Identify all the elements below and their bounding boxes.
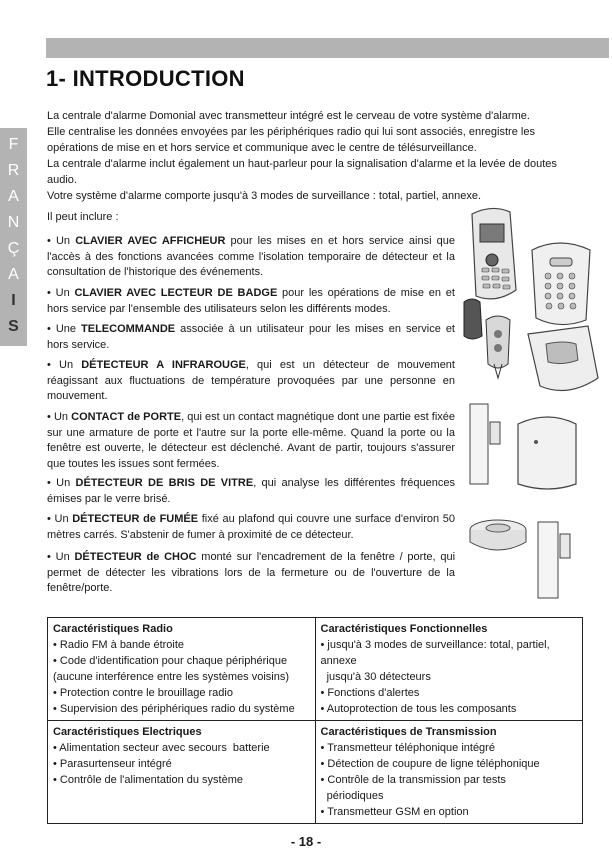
spec-heading: Caractéristiques de Transmission xyxy=(320,726,497,738)
spec-line: • Contrôle de la transmission par tests xyxy=(320,774,506,786)
language-letter: Ç xyxy=(7,240,20,257)
spec-line: • jusqu'à 3 modes de surveillance: total, partiel, xyxy=(320,639,550,651)
specifications-table xyxy=(47,617,583,824)
spec-heading: Caractéristiques Radio xyxy=(53,623,173,635)
list-item: • Un CLAVIER AVEC LECTEUR DE BADGE pour les opérations de mise en et hors service par l'ensemble des utilisateurs selon les différents modes. xyxy=(47,287,455,315)
glass-break-detector-image xyxy=(518,417,576,489)
spec-line: jusqu'à 30 détecteurs xyxy=(320,671,431,683)
spec-cell-fonctionnelles xyxy=(315,618,583,721)
may-include-label: Il peut inclure : xyxy=(47,211,119,223)
spec-cell-electriques xyxy=(48,721,316,824)
spec-line: • Code d'identification pour chaque périphérique xyxy=(53,655,288,667)
list-item: • Un DÉTECTEUR de CHOC monté sur l'encadrement de la fenêtre / porte, qui permet de détecter les vibrations lors de la fermeture ou de l'ouverture de la fenêtre/porte. xyxy=(47,551,456,595)
language-letter: I xyxy=(11,292,16,309)
spec-line: périodiques xyxy=(320,790,384,802)
list-item: • Une TELECOMMANDE associée à un utilisateur pour les mises en service et hors service. xyxy=(47,323,455,351)
list-item: • Un CLAVIER AVEC AFFICHEUR pour les mises en et hors service ainsi que l'accès à des fonctions avancées comme l'isolation temporaire de détecteur et la consultation de l'historique des événements. xyxy=(47,235,456,279)
spec-line: • Détection de coupure de ligne téléphonique xyxy=(320,758,540,770)
spec-line: • Autoprotection de tous les composants xyxy=(320,703,517,715)
remote-control-image xyxy=(464,299,510,378)
keypad-badge-image xyxy=(532,243,590,325)
infrared-detector-image xyxy=(528,326,598,391)
smoke-detector-image xyxy=(470,520,526,550)
spec-line: • Radio FM à bande étroite xyxy=(53,639,185,651)
list-item: • Un DÉTECTEUR DE BRIS DE VITRE, qui analyse les différentes fréquences émises par le verre brisé. xyxy=(47,477,455,505)
page-number: - 18 - xyxy=(290,834,322,849)
spec-line: • Transmetteur GSM en option xyxy=(320,806,469,818)
spec-line: • Parasurtenseur intégré xyxy=(53,758,172,770)
list-item: • Un CONTACT de PORTE, qui est un contact magnétique dont une partie est fixée sur une armature de porte et l'autre sur la porte elle-même. Quand la porte ou la fenêtre est ouverte, le détecteur est déclenché. Avant de partir, toujours s'assurer que toutes les issues sont fermées. xyxy=(47,411,456,470)
list-item: • Un DÉTECTEUR de FUMÉE fixé au plafond qui couvre une surface d'environ 50 mètres carrés. S'abstenir de fumer à proximité de ce détecteur. xyxy=(47,513,455,541)
spec-heading: Caractéristiques Electriques xyxy=(53,726,202,738)
language-letter: F xyxy=(8,136,19,153)
language-letter: A xyxy=(8,266,19,283)
intro-paragraph: La centrale d'alarme inclut également un haut-parleur pour la signalisation d'alarme et la levée de doutes audio. xyxy=(47,158,557,186)
spec-line: annexe xyxy=(320,655,357,667)
door-contact-image xyxy=(470,404,500,484)
spec-line: • Supervision des périphériques radio du système xyxy=(53,703,295,715)
language-tab xyxy=(0,128,27,346)
header-bar xyxy=(46,38,609,58)
spec-line: (aucune interférence entre les systèmes voisins) xyxy=(53,671,289,683)
spec-line: • Alimentation secteur avec secours batterie xyxy=(53,742,270,754)
intro-paragraph: Elle centralise les données envoyées par les périphériques radio qui lui sont associés, enregistre les opérations de mise en et hors service et communique avec le centre de télésurveillance. xyxy=(47,126,535,154)
shock-detector-image xyxy=(538,522,570,598)
language-letter: N xyxy=(7,214,20,231)
keypad-display-image xyxy=(472,208,516,298)
spec-heading: Caractéristiques Fonctionnelles xyxy=(320,623,488,635)
intro-paragraph: Votre système d'alarme comporte jusqu'à 3 modes de surveillance : total, partiel, annexe. xyxy=(47,190,482,202)
spec-line: • Transmetteur téléphonique intégré xyxy=(320,742,495,754)
language-letter: R xyxy=(7,162,20,179)
spec-cell-radio xyxy=(48,618,316,721)
language-letter: A xyxy=(8,188,19,205)
spec-line: • Fonctions d'alertes xyxy=(320,687,420,699)
list-item: • Un DÉTECTEUR A INFRAROUGE, qui est un détecteur de mouvement réagissant aux fluctuations de température provoquées par une personne en mouvement. xyxy=(47,359,455,403)
spec-cell-transmission xyxy=(315,721,583,824)
device-illustrations xyxy=(456,202,606,622)
language-letter: S xyxy=(8,318,19,335)
intro-text xyxy=(47,108,561,204)
page-title: 1- INTRODUCTION xyxy=(46,66,245,91)
spec-line: • Contrôle de l'alimentation du système xyxy=(53,774,243,786)
spec-line: • Protection contre le brouillage radio xyxy=(53,687,233,699)
intro-paragraph: La centrale d'alarme Domonial avec transmetteur intégré est le cerveau de votre système d'alarme. xyxy=(47,110,530,122)
